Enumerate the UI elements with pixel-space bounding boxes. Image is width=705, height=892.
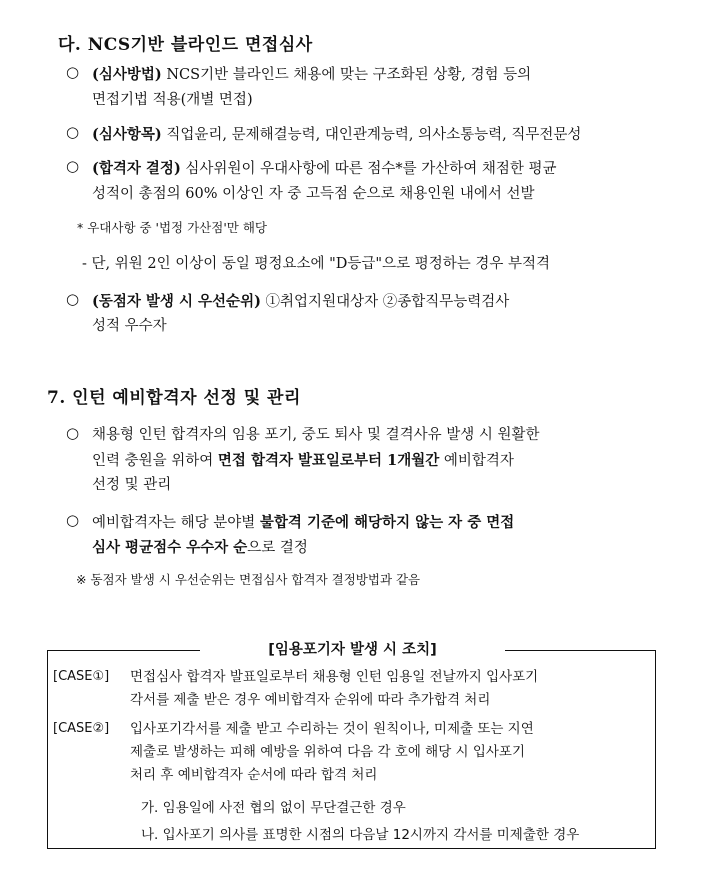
criteria-label: (심사항목) — [92, 126, 162, 143]
reserve-line2-b: 으로 결정 — [247, 540, 308, 556]
case1-line2: 각서를 제출 받은 경우 예비합격자 순위에 따라 추가합격 처리 — [130, 692, 491, 708]
box-title-container — [200, 637, 505, 663]
criteria-text: 직업윤리, 문제해결능력, 대인관계능력, 의사소통능력, 직무전문성 — [161, 127, 582, 143]
intern-line2-bold: 면접 합격자 발표일로부터 1개월간 — [217, 452, 440, 469]
decision-item — [92, 156, 557, 182]
star-note: * 우대사항 중 '법정 가산점'만 해당 — [77, 220, 267, 235]
circle-bullet-icon: ○ — [66, 290, 80, 308]
case1-line1: 면접심사 합격자 발표일로부터 채용형 인턴 임용일 전날까지 입사포기 — [130, 669, 539, 685]
tie-item — [92, 289, 509, 315]
reserve-line2-bold: 심사 평균점수 우수자 순 — [92, 539, 248, 556]
intern-line2-c: 예비합격자 — [439, 453, 514, 469]
case2-line3: 처리 후 예비합격자 순서에 따라 합격 처리 — [130, 767, 378, 783]
circle-bullet-icon: ○ — [66, 123, 80, 141]
tie-text: ①취업지원대상자 ②종합직무능력검사 — [260, 294, 510, 310]
method-item — [92, 62, 667, 88]
box-title: [임용포기자 발생 시 조치] — [268, 642, 437, 658]
method-text: NCS기반 블라인드 채용에 맞는 구조화된 상황, 경험 등의 — [161, 67, 532, 83]
decision-text-line2: 성적이 총점의 60% 이상인 자 중 고득점 순으로 채용인원 내에서 선발 — [92, 186, 535, 202]
reserve-line1-bold: 불합격 기준에 해당하지 않는 자 중 면접 — [259, 514, 515, 531]
case2-line1: 입사포기각서를 제출 받고 수리하는 것이 원칙이나, 미제출 또는 지연 — [130, 721, 534, 737]
method-label: (심사방법) — [92, 66, 162, 83]
circle-bullet-icon: ○ — [66, 511, 80, 529]
sub-item-ga: 가. 임용일에 사전 협의 없이 무단결근한 경우 — [141, 800, 406, 816]
criteria-item — [92, 122, 581, 148]
method-text-line2: 면접기법 적용(개별 면접) — [92, 92, 253, 108]
decision-text: 심사위원이 우대사항에 따른 점수*를 가산하여 채점한 평균 — [180, 161, 557, 177]
section-da-heading: 다. NCS기반 블라인드 면접심사 — [58, 35, 313, 55]
intern-item-line3: 선정 및 관리 — [92, 477, 172, 493]
circle-bullet-icon: ○ — [66, 157, 80, 175]
reserve-item-line2 — [92, 535, 308, 561]
section-7-heading: 7. 인턴 예비합격자 선정 및 관리 — [47, 388, 301, 408]
reference-note: ※ 동점자 발생 시 우선순위는 면접심사 합격자 결정방법과 같음 — [76, 572, 421, 587]
dash-note: - 단, 위원 2인 이상이 동일 평정요소에 "D등급"으로 평정하는 경우 부적격 — [82, 256, 550, 272]
case2-label: [CASE②] — [53, 721, 110, 736]
intern-line2-a: 인력 충원을 위하여 — [92, 453, 218, 469]
intern-item-line1: 채용형 인턴 합격자의 임용 포기, 중도 퇴사 및 결격사유 발생 시 원활한 — [92, 427, 540, 443]
tie-label: (동점자 발생 시 우선순위) — [92, 293, 261, 310]
intern-item-line2 — [92, 448, 514, 474]
case1-label: [CASE①] — [53, 669, 110, 684]
tie-text-line2: 성적 우수자 — [92, 318, 167, 334]
circle-bullet-icon: ○ — [66, 63, 80, 81]
reserve-item-line1 — [92, 510, 514, 536]
reserve-line1-a: 예비합격자는 해당 분야별 — [92, 515, 260, 531]
decision-label: (합격자 결정) — [92, 160, 181, 177]
case2-line2: 제출로 발생하는 피해 예방을 위하여 다음 각 호에 해당 시 입사포기 — [130, 744, 526, 760]
sub-item-na: 나. 입사포기 의사를 표명한 시점의 다음날 12시까지 각서를 미제출한 경우 — [141, 827, 580, 843]
circle-bullet-icon: ○ — [66, 424, 80, 442]
